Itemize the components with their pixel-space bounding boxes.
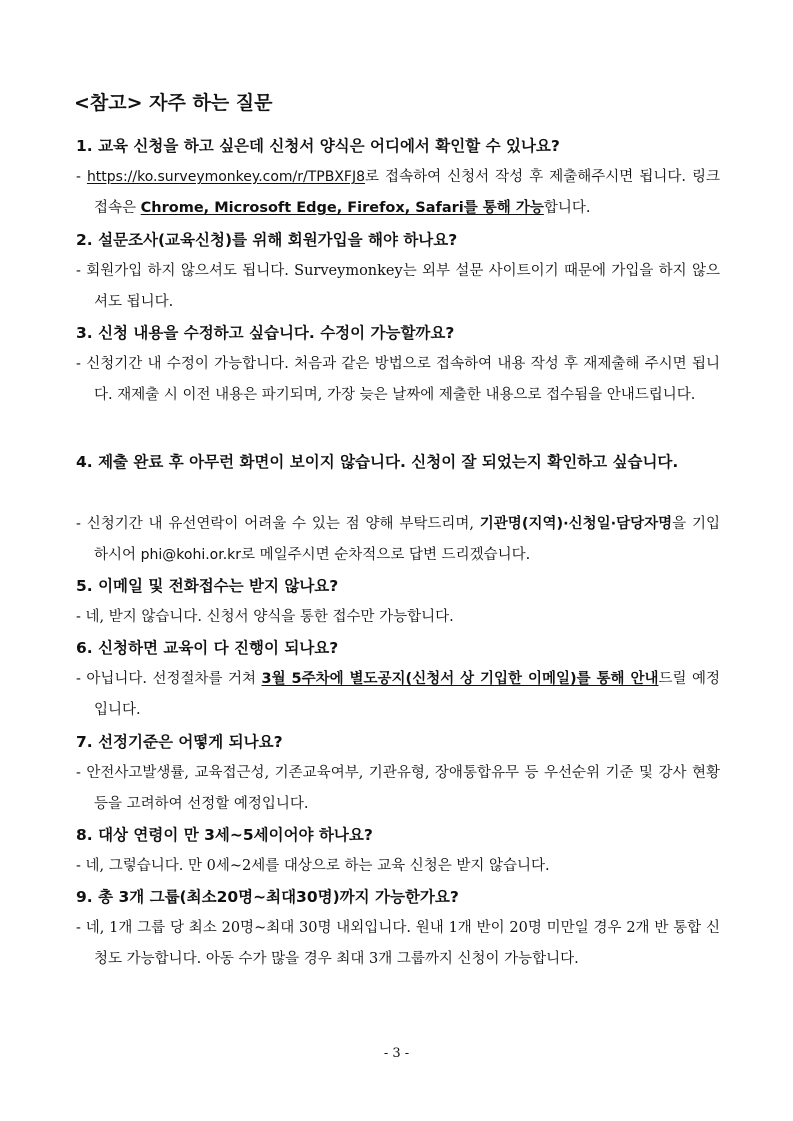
required-info: 기관명(지역)·신청일·담당자명 [479,516,673,532]
faq-question-6: 6. 신청하면 교육이 다 진행이 되나요? [76,639,339,657]
survey-link[interactable]: https://ko.surveymonkey.com/r/TPBXFJ8 [86,169,366,185]
faq-answer-4 [76,509,720,571]
answer-1-suffix: 합니다. [543,200,591,216]
page-number: - 3 - [383,1046,410,1061]
faq-question-9: 9. 총 3개 그룹(최소20명~최대30명)까지 가능한가요? [76,888,459,906]
faq-answer-2: - 회원가입 하지 않으셔도 됩니다. Surveymonkey는 외부 설문 사이트이기 때문에 가입을 하지 않으셔도 됩니다. [76,263,720,310]
faq-question-2: 2. 설문조사(교육신청)를 위해 회원가입을 해야 하나요? [76,231,458,249]
answer-6-prefix: - 아닙니다. 선정절차를 거쳐 [76,671,262,687]
page-title: <참고> 자주 하는 질문 [74,92,273,114]
faq-answer-9: - 네, 1개 그룹 당 최소 20명~최대 30명 내외입니다. 원내 1개 반이 20명 미만일 경우 2개 반 통합 신청도 가능합니다. 아동 수가 많을 경우 최대 3개 그룹까지 신청이 가능합니다. [76,920,720,967]
faq-question-4: 4. 제출 완료 후 아무런 화면이 보이지 않습니다. 신청이 잘 되었는지 확인하고 싶습니다. [76,453,679,471]
announcement-notice: 3월 5주차에 별도공지(신청서 상 기입한 이메일)를 통해 안내 [261,671,659,687]
answer-1-mid: 로 접속하여 신청서 작성 후 제출해주시면 됩니다. 링크접속은 [94,169,720,216]
answer-4-suffix: 로 메일주시면 순차적으로 답변 드리겠습니다. [241,547,531,563]
answer-4-prefix: - 신청기간 내 유선연락이 어려울 수 있는 점 양해 부탁드리며, [76,516,480,532]
faq-answer-7: - 안전사고발생률, 교육접근성, 기존교육여부, 기관유형, 장애통합유무 등 우선순위 기준 및 강사 현황 등을 고려하여 선정할 예정입니다. [76,765,720,812]
answer-4-mid: 을 기입하시어 [94,516,720,563]
faq-answer-5: - 네, 받지 않습니다. 신청서 양식을 통한 접수만 가능합니다. [76,609,454,625]
faq-question-1: 1. 교육 신청을 하고 싶은데 신청서 양식은 어디에서 확인할 수 있나요? [76,137,560,155]
faq-question-3: 3. 신청 내용을 수정하고 싶습니다. 수정이 가능할까요? [76,324,455,342]
answer-1-prefix: - [76,169,87,185]
contact-email[interactable]: phi@kohi.or.kr [140,547,242,563]
faq-answer-1 [76,162,720,224]
faq-question-5: 5. 이메일 및 전화접수는 받지 않나요? [76,577,339,595]
faq-question-8: 8. 대상 연령이 만 3세~5세이어야 하나요? [76,826,373,844]
faq-answer-6 [76,664,720,726]
faq-answer-3: - 신청기간 내 수정이 가능합니다. 처음과 같은 방법으로 접속하여 내용 작성 후 재제출해 주시면 됩니다. 재제출 시 이전 내용은 파기되며, 가장 늦은 날짜에 제출한 내용으로 접수됨을 안내드립니다. [76,356,720,403]
supported-browsers: Chrome, Microsoft Edge, Firefox, Safari를 통해 가능 [140,200,544,216]
answer-6-suffix: 드릴 예정입니다. [94,671,721,718]
faq-answer-8: - 네, 그렇습니다. 만 0세~2세를 대상으로 하는 교육 신청은 받지 않습니다. [76,858,550,874]
faq-question-7: 7. 선정기준은 어떻게 되나요? [76,733,283,751]
